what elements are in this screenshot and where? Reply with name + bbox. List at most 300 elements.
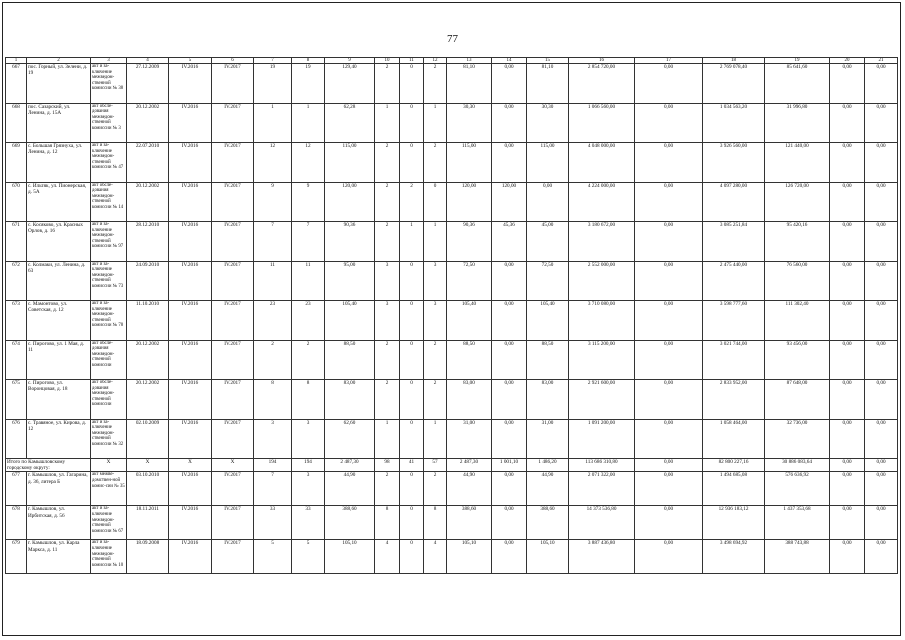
value-cell: 4 — [375, 540, 400, 574]
value-cell: 0,00 — [492, 261, 527, 301]
document-cell: акт и за-ключение межведом-ственной комиссии № 10 — [91, 540, 127, 574]
value-cell: 672 — [6, 261, 27, 301]
value-cell: IV.2016 — [169, 506, 212, 540]
value-cell: 2 — [424, 380, 447, 420]
value-cell: 1 — [424, 419, 447, 459]
value-cell: 0,00 — [635, 419, 703, 459]
column-header: 8 — [292, 58, 325, 64]
value-cell: 0,00 — [492, 143, 527, 183]
value-cell: 3 598 777,60 — [703, 301, 765, 341]
value-cell: 1 — [375, 103, 400, 143]
value-cell: 0,00 — [865, 261, 898, 301]
column-header: 1 — [6, 58, 27, 64]
column-header: 12 — [424, 58, 447, 64]
value-cell: 81,10 — [527, 64, 569, 104]
value-cell: 93 456,00 — [765, 340, 830, 380]
value-cell: 19 — [292, 64, 325, 104]
value-cell: IV.2016 — [169, 182, 212, 222]
value-cell: 31,00 — [527, 419, 569, 459]
value-cell: 0,00 — [635, 301, 703, 341]
value-cell: 0,00 — [865, 540, 898, 574]
value-cell: 20.12.2002 — [127, 340, 169, 380]
value-cell: 0 — [400, 506, 424, 540]
column-header: 19 — [765, 58, 830, 64]
value-cell: 0,00 — [865, 222, 898, 262]
value-cell: 3 — [254, 419, 292, 459]
value-cell: 0,00 — [635, 64, 703, 104]
document-cell: акт обсле-дования межведом-ственной комиссии № 14 — [91, 182, 127, 222]
total-value-cell: 194 — [254, 459, 292, 472]
value-cell: 3 115 200,00 — [569, 340, 635, 380]
value-cell: IV.2016 — [169, 472, 212, 506]
value-cell: 105,40 — [527, 301, 569, 341]
document-cell: акт и за-ключение межведом-ственной комиссии № 73 — [91, 261, 127, 301]
value-cell: 0,00 — [830, 380, 865, 420]
document-cell: акт обсле-дования межведом-ственной комиссии — [91, 380, 127, 420]
column-header: 6 — [212, 58, 254, 64]
value-cell: 1 437 353,68 — [765, 506, 830, 540]
value-cell: 0,00 — [635, 540, 703, 574]
total-row — [6, 459, 898, 472]
address-cell: пос. Сазарский, ул. Ленина, д. 15А — [27, 103, 91, 143]
column-header: 3 — [91, 58, 127, 64]
value-cell: 3 — [375, 261, 400, 301]
value-cell: 388,60 — [527, 506, 569, 540]
value-cell: IV.2016 — [169, 143, 212, 183]
value-cell: 0 — [400, 103, 424, 143]
address-cell: с. Большая Грязнуха, ул. Ленина, д. 12 — [27, 143, 91, 183]
document-cell: акт и за-ключение межведом-ственной комиссии № 47 — [91, 143, 127, 183]
value-cell: 9 — [254, 182, 292, 222]
value-cell: 0,00 — [635, 380, 703, 420]
value-cell: 678 — [6, 506, 27, 540]
value-cell: 45,36 — [492, 222, 527, 262]
value-cell: 0,00 — [830, 261, 865, 301]
column-header: 11 — [400, 58, 424, 64]
document-cell: акт и за-ключение межведом-ственной комиссии № 38 — [91, 64, 127, 104]
value-cell: IV.2017 — [212, 340, 254, 380]
column-header: 10 — [375, 58, 400, 64]
table-row — [6, 222, 898, 262]
value-cell: 0 — [400, 64, 424, 104]
value-cell: 2 — [375, 380, 400, 420]
value-cell: 85 641,60 — [765, 64, 830, 104]
value-cell: 30,30 — [527, 103, 569, 143]
value-cell: 2 921 600,00 — [569, 380, 635, 420]
value-cell: 0,00 — [865, 472, 898, 506]
value-cell: 1 494 685,08 — [703, 472, 765, 506]
value-cell: 0,00 — [830, 182, 865, 222]
value-cell: 2 — [375, 472, 400, 506]
value-cell: 1 058 464,00 — [703, 419, 765, 459]
value-cell: 0,00 — [865, 301, 898, 341]
value-cell: 33 — [254, 506, 292, 540]
value-cell: 2 — [254, 340, 292, 380]
column-header: 20 — [830, 58, 865, 64]
total-value-cell: X — [212, 459, 254, 472]
value-cell: 3 710 080,00 — [569, 301, 635, 341]
value-cell: 0,00 — [865, 64, 898, 104]
value-cell: 1 091 200,00 — [569, 419, 635, 459]
value-cell: 0,00 — [492, 419, 527, 459]
value-cell: 576 636,92 — [765, 472, 830, 506]
document-cell: акт и за-ключение межведом-ственной комиссии № 97 — [91, 222, 127, 262]
document-cell: акт и за-ключение межведом-ственной комиссии № 67 — [91, 506, 127, 540]
value-cell: IV.2017 — [212, 64, 254, 104]
value-cell: IV.2017 — [212, 261, 254, 301]
value-cell: 105,10 — [447, 540, 492, 574]
total-value-cell: X — [91, 459, 127, 472]
value-cell: 0,00 — [635, 143, 703, 183]
value-cell: 23 — [254, 301, 292, 341]
value-cell: 1 034 563,20 — [703, 103, 765, 143]
value-cell: 03.10.2010 — [127, 472, 169, 506]
value-cell: 87 648,00 — [765, 380, 830, 420]
total-value-cell: 0,00 — [830, 459, 865, 472]
value-cell: IV.2017 — [212, 419, 254, 459]
value-cell: 679 — [6, 540, 27, 574]
value-cell: 0,00 — [865, 182, 898, 222]
value-cell: 1 066 560,00 — [569, 103, 635, 143]
total-value-cell: 113 686 310,80 — [569, 459, 635, 472]
column-header: 5 — [169, 58, 212, 64]
value-cell: 90,36 — [325, 222, 375, 262]
total-value-cell: 2 487,30 — [447, 459, 492, 472]
value-cell: 33 — [292, 506, 325, 540]
value-cell: IV.2016 — [169, 380, 212, 420]
value-cell: 2 — [424, 143, 447, 183]
value-cell: 18.09.2008 — [127, 540, 169, 574]
value-cell: 0,00 — [830, 143, 865, 183]
value-cell: 44,90 — [325, 472, 375, 506]
total-value-cell: 98 — [375, 459, 400, 472]
value-cell: 20.12.2002 — [127, 103, 169, 143]
value-cell: 0 — [400, 340, 424, 380]
value-cell: 105,10 — [527, 540, 569, 574]
value-cell: 0,00 — [492, 540, 527, 574]
value-cell: 7 — [292, 222, 325, 262]
value-cell: IV.2016 — [169, 340, 212, 380]
value-cell: 0 — [400, 301, 424, 341]
value-cell: 115,00 — [325, 143, 375, 183]
value-cell: 8 — [254, 380, 292, 420]
value-cell: 81,10 — [447, 64, 492, 104]
value-cell: IV.2017 — [212, 103, 254, 143]
value-cell: 0,00 — [635, 472, 703, 506]
table-row — [6, 301, 898, 341]
total-value-cell: 57 — [424, 459, 447, 472]
value-cell: 7 — [254, 222, 292, 262]
value-cell: 2 — [375, 222, 400, 262]
value-cell: 2 — [375, 182, 400, 222]
table-row — [6, 182, 898, 222]
value-cell: 115,00 — [447, 143, 492, 183]
column-header: 9 — [325, 58, 375, 64]
value-cell: 3 — [375, 301, 400, 341]
value-cell: 4 097 280,00 — [703, 182, 765, 222]
value-cell: IV.2016 — [169, 301, 212, 341]
value-cell: 668 — [6, 103, 27, 143]
value-cell: 121 440,00 — [765, 143, 830, 183]
value-cell: IV.2017 — [212, 506, 254, 540]
value-cell: 673 — [6, 301, 27, 341]
value-cell: 2 769 078,40 — [703, 64, 765, 104]
value-cell: 2 — [292, 340, 325, 380]
total-value-cell: 2 487,30 — [325, 459, 375, 472]
value-cell: IV.2017 — [212, 143, 254, 183]
value-cell: 95 420,16 — [765, 222, 830, 262]
value-cell: 12 936 183,12 — [703, 506, 765, 540]
value-cell: 88,50 — [325, 340, 375, 380]
value-cell: 669 — [6, 143, 27, 183]
value-cell: 120,00 — [492, 182, 527, 222]
value-cell: 3 180 672,00 — [569, 222, 635, 262]
column-header: 4 — [127, 58, 169, 64]
value-cell: IV.2017 — [212, 380, 254, 420]
address-cell: г. Камышлов, ул. Карла Маркса, д. 11 — [27, 540, 91, 574]
value-cell: 14 373 536,80 — [569, 506, 635, 540]
value-cell: 0,00 — [635, 182, 703, 222]
value-cell: 3 — [292, 419, 325, 459]
address-cell: с. Пирогово, ул. 1 Мая, д. 11 — [27, 340, 91, 380]
value-cell: 0,00 — [635, 222, 703, 262]
value-cell: 126 720,00 — [765, 182, 830, 222]
column-header: 16 — [569, 58, 635, 64]
value-cell: 83,00 — [325, 380, 375, 420]
document-cell: акт обсле-дования межведом-ственной комиссии № 3 — [91, 103, 127, 143]
value-cell: 44,90 — [527, 472, 569, 506]
value-cell: 388,60 — [325, 506, 375, 540]
value-cell: 8 — [292, 380, 325, 420]
value-cell: 4 224 000,00 — [569, 182, 635, 222]
value-cell: 0,00 — [635, 506, 703, 540]
value-cell: 19 — [254, 64, 292, 104]
value-cell: 76 560,00 — [765, 261, 830, 301]
value-cell: 115,00 — [527, 143, 569, 183]
value-cell: 0,00 — [527, 182, 569, 222]
column-header: 14 — [492, 58, 527, 64]
value-cell: 4 — [424, 540, 447, 574]
value-cell: 95,00 — [325, 261, 375, 301]
value-cell: 0,00 — [492, 340, 527, 380]
value-cell: 11 — [292, 261, 325, 301]
value-cell: 1 — [424, 222, 447, 262]
value-cell: 31 996,80 — [765, 103, 830, 143]
value-cell: 0,00 — [865, 380, 898, 420]
value-cell: 120,00 — [325, 182, 375, 222]
value-cell: 120,00 — [447, 182, 492, 222]
column-header: 21 — [865, 58, 898, 64]
value-cell: 3 — [292, 472, 325, 506]
total-value-cell: 82 800 227,16 — [703, 459, 765, 472]
value-cell: 11.10.2010 — [127, 301, 169, 341]
table-row — [6, 506, 898, 540]
total-value-cell: X — [169, 459, 212, 472]
value-cell: 667 — [6, 64, 27, 104]
address-cell: с. Мамонтово, ул. Советская, д. 12 — [27, 301, 91, 341]
value-cell: 0,00 — [635, 340, 703, 380]
total-value-cell: 1 486,20 — [527, 459, 569, 472]
value-cell: 0,00 — [830, 64, 865, 104]
data-table — [5, 57, 898, 574]
value-cell: 2 — [375, 64, 400, 104]
table-row — [6, 540, 898, 574]
value-cell: 0,00 — [830, 222, 865, 262]
value-cell: 4 048 000,00 — [569, 143, 635, 183]
value-cell: 1 — [400, 222, 424, 262]
value-cell: 62,60 — [325, 419, 375, 459]
total-value-cell: 30 886 083,64 — [765, 459, 830, 472]
value-cell: 2 — [375, 143, 400, 183]
value-cell: 1 — [375, 419, 400, 459]
value-cell: IV.2017 — [212, 540, 254, 574]
value-cell: 2 475 440,00 — [703, 261, 765, 301]
value-cell: 0,00 — [492, 472, 527, 506]
value-cell: 31,00 — [447, 419, 492, 459]
value-cell: 675 — [6, 380, 27, 420]
value-cell: 8 — [375, 506, 400, 540]
value-cell: 23 — [292, 301, 325, 341]
value-cell: 3 085 251,84 — [703, 222, 765, 262]
value-cell: 671 — [6, 222, 27, 262]
value-cell: IV.2017 — [212, 182, 254, 222]
value-cell: 72,50 — [447, 261, 492, 301]
value-cell: 20.12.2002 — [127, 380, 169, 420]
value-cell: 0,00 — [492, 64, 527, 104]
value-cell: 3 887 436,80 — [569, 540, 635, 574]
value-cell: 2 833 952,00 — [703, 380, 765, 420]
total-value-cell: 0,00 — [865, 459, 898, 472]
column-header: 18 — [703, 58, 765, 64]
value-cell: 2 — [400, 182, 424, 222]
value-cell: 0,00 — [492, 301, 527, 341]
value-cell: 20.12.2002 — [127, 182, 169, 222]
value-cell: 3 498 694,92 — [703, 540, 765, 574]
value-cell: 90,36 — [447, 222, 492, 262]
value-cell: 0 — [400, 419, 424, 459]
value-cell: 129,40 — [325, 64, 375, 104]
value-cell: 0,00 — [830, 103, 865, 143]
value-cell: 0,00 — [830, 340, 865, 380]
value-cell: 0,00 — [830, 301, 865, 341]
value-cell: 88,50 — [447, 340, 492, 380]
value-cell: 7 — [254, 472, 292, 506]
value-cell: IV.2016 — [169, 103, 212, 143]
value-cell: 18.11.2011 — [127, 506, 169, 540]
value-cell: 5 — [292, 540, 325, 574]
total-label: Итого по Камышловскому городскому округу: — [6, 459, 91, 472]
total-value-cell: 0,00 — [635, 459, 703, 472]
column-header: 2 — [27, 58, 91, 64]
value-cell: 12 — [292, 143, 325, 183]
value-cell: 0 — [400, 540, 424, 574]
value-cell: 44,90 — [447, 472, 492, 506]
address-cell: с. Ильтяк, ул. Пионерская, д. 5А — [27, 182, 91, 222]
value-cell: 105,10 — [325, 540, 375, 574]
document-cell: акт и за-ключение межведом-ственной комиссии № 32 — [91, 419, 127, 459]
value-cell: 62,28 — [325, 103, 375, 143]
address-cell: с. Колмаки, ул. Ленина, д. 63 — [27, 261, 91, 301]
value-cell: 32 736,00 — [765, 419, 830, 459]
value-cell: 11 — [254, 261, 292, 301]
value-cell: 0 — [424, 182, 447, 222]
value-cell: 72,50 — [527, 261, 569, 301]
value-cell: 111 302,40 — [765, 301, 830, 341]
value-cell: IV.2017 — [212, 301, 254, 341]
value-cell: 0,00 — [830, 472, 865, 506]
total-value-cell: 41 — [400, 459, 424, 472]
value-cell: 0,00 — [492, 506, 527, 540]
table-row — [6, 261, 898, 301]
value-cell: 105,40 — [325, 301, 375, 341]
value-cell: 105,40 — [447, 301, 492, 341]
value-cell: 388,60 — [447, 506, 492, 540]
value-cell: 22.07.2010 — [127, 143, 169, 183]
value-cell: 30,30 — [447, 103, 492, 143]
table-row — [6, 472, 898, 506]
value-cell: 0 — [400, 143, 424, 183]
value-cell: 0,00 — [830, 540, 865, 574]
column-header: 15 — [527, 58, 569, 64]
value-cell: IV.2017 — [212, 222, 254, 262]
value-cell: IV.2016 — [169, 222, 212, 262]
value-cell: 0,00 — [830, 506, 865, 540]
value-cell: 670 — [6, 182, 27, 222]
value-cell: 0,00 — [865, 340, 898, 380]
value-cell: 2 — [424, 472, 447, 506]
value-cell: 0,00 — [830, 419, 865, 459]
value-cell: 24.09.2010 — [127, 261, 169, 301]
document-cell: акт обсле-дования межведом-ственной комиссии — [91, 340, 127, 380]
value-cell: 9 — [292, 182, 325, 222]
value-cell: 674 — [6, 340, 27, 380]
value-cell: IV.2017 — [212, 472, 254, 506]
value-cell: 0,00 — [865, 419, 898, 459]
total-value-cell: 1 001,10 — [492, 459, 527, 472]
table-row — [6, 143, 898, 183]
value-cell: IV.2016 — [169, 261, 212, 301]
value-cell: 2 — [424, 340, 447, 380]
value-cell: IV.2016 — [169, 540, 212, 574]
value-cell: 2 854 720,00 — [569, 64, 635, 104]
address-cell: с. Пирогово, ул. Воронцовая, д. 18 — [27, 380, 91, 420]
table-row — [6, 340, 898, 380]
document-cell: акт межве-домствен-ной комис-сии № 35 — [91, 472, 127, 506]
table-row — [6, 64, 898, 104]
value-cell: 1 — [424, 103, 447, 143]
value-cell: 27.12.2009 — [127, 64, 169, 104]
value-cell: 0,00 — [865, 143, 898, 183]
value-cell: 676 — [6, 419, 27, 459]
address-cell: пос. Горный, ул. Зелени, д. 19 — [27, 64, 91, 104]
value-cell: 1 — [292, 103, 325, 143]
table-row — [6, 380, 898, 420]
value-cell: 0,00 — [865, 103, 898, 143]
value-cell: 88,50 — [527, 340, 569, 380]
value-cell: 45,00 — [527, 222, 569, 262]
value-cell: IV.2016 — [169, 64, 212, 104]
column-header: 7 — [254, 58, 292, 64]
value-cell: 677 — [6, 472, 27, 506]
page-number: 77 — [447, 33, 458, 45]
value-cell: 0,00 — [635, 103, 703, 143]
value-cell: 0,00 — [865, 506, 898, 540]
address-cell: с. Травяное, ул. Кирова, д. 12 — [27, 419, 91, 459]
value-cell: 3 — [424, 301, 447, 341]
value-cell: 5 — [254, 540, 292, 574]
value-cell: 8 — [424, 506, 447, 540]
document-cell: акт и за-ключение межведом-ственной комиссии № 78 — [91, 301, 127, 341]
